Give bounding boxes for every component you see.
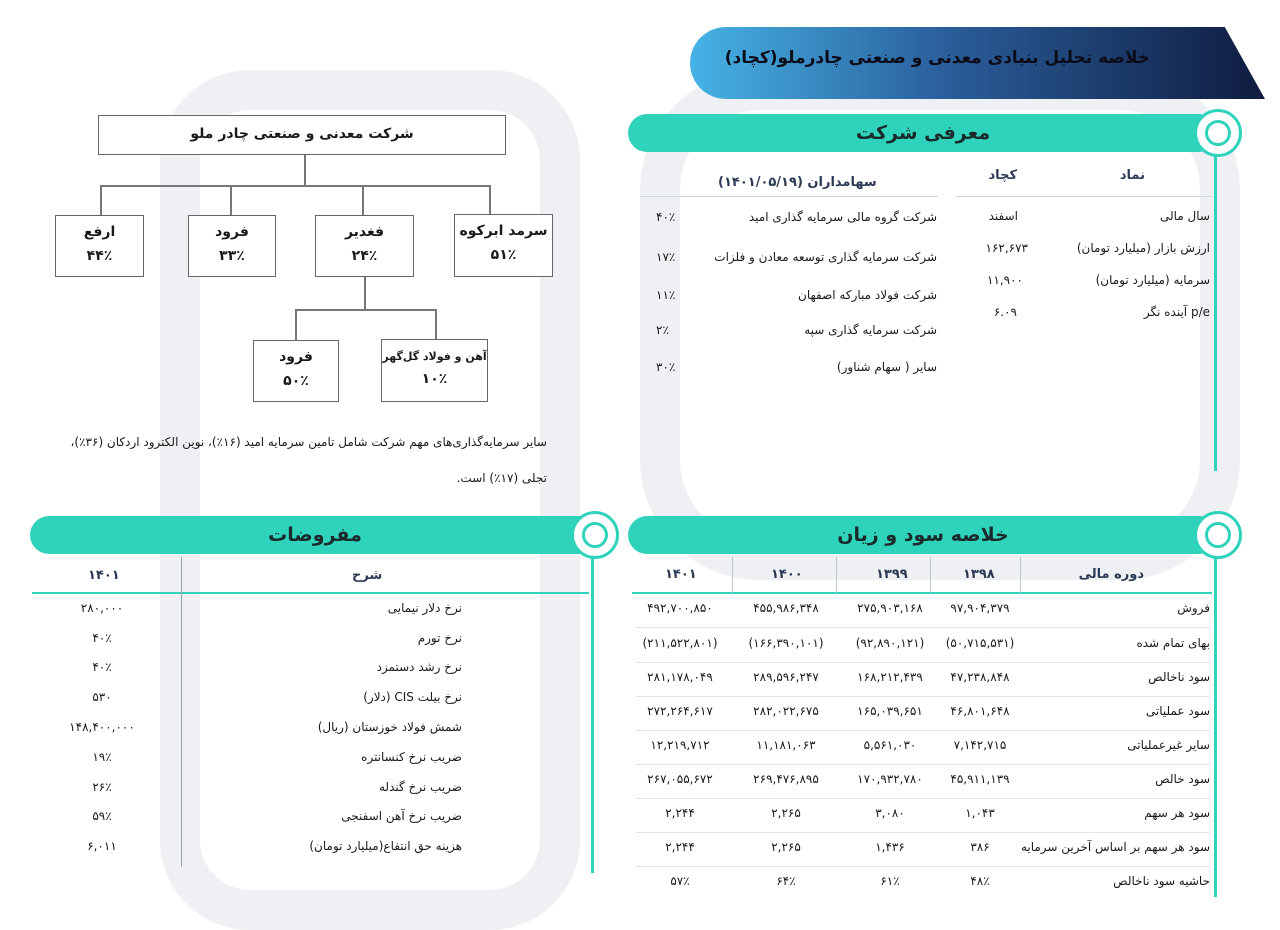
pl-cell-3-3: ۲۷۲,۲۶۴,۶۱۷ [647, 704, 713, 718]
pl-row-label-2: سود ناخالص [1148, 670, 1210, 684]
assumption-value-2: ۴۰٪ [92, 660, 112, 674]
assumption-value-3: ۵۳۰ [92, 690, 112, 704]
pl-cell-0-2: ۴۵۵,۹۸۶,۳۴۸ [753, 601, 819, 615]
assumption-label-1: نرخ تورم [417, 631, 462, 645]
pl-row-label-7: سود هر سهم بر اساس آخرین سرمایه [1020, 840, 1210, 854]
assumption-label-6: ضریب نرخ گندله [379, 780, 462, 794]
assumptions-heading-text: مفروضات [268, 524, 362, 546]
shareholder-pct-0: ۴۰٪ [656, 210, 676, 224]
org-child-1 [315, 215, 414, 277]
org-child-3-name: ارفع [83, 224, 116, 240]
org-connector [100, 185, 102, 216]
pl-cell-2-2: ۲۸۹,۵۹۶,۲۴۷ [753, 670, 819, 684]
fact-value-1: ۱۶۲,۶۷۳ [985, 241, 1028, 255]
pl-period-label: دوره مالی [1078, 567, 1144, 582]
org-connector [435, 309, 437, 341]
assumptions-header-line [32, 592, 589, 594]
assumption-label-3: نرخ بیلت CIS (دلار) [363, 690, 462, 704]
pl-row-label-3: سود عملیاتی [1145, 704, 1210, 718]
shareholders-title: سهامداران (۱۴۰۱/۰۵/۱۹) [718, 175, 877, 190]
pl-cell-0-3: ۴۹۲,۷۰۰,۸۵۰ [647, 601, 713, 615]
pl-cell-8-0: ۴۸٪ [970, 874, 990, 888]
pl-heading-text: خلاصه سود و زیان [837, 524, 1009, 546]
org-connector [100, 185, 490, 187]
org-note-line2: تجلی (۱۷٪) است. [456, 471, 547, 485]
org-root-label: شرکت معدنی و صنعتی چادر ملو [190, 126, 414, 142]
org-child-2 [188, 215, 276, 277]
org-child-2-pct: ۳۳٪ [219, 248, 245, 264]
org-child-1-pct: ۲۴٪ [351, 248, 378, 264]
shareholder-pct-4: ۳۰٪ [656, 360, 676, 374]
pl-cell-4-3: ۱۲,۲۱۹,۷۱۲ [650, 738, 710, 752]
shareholder-pct-1: ۱۷٪ [656, 250, 676, 264]
fact-value-2: ۱۱,۹۰۰ [986, 273, 1023, 287]
assumption-value-8: ۶,۰۱۱ [87, 839, 117, 853]
assumptions-col-sep [181, 557, 182, 867]
assumption-label-8: هزینه حق انتفاع(میلیارد تومان) [309, 839, 462, 853]
pl-cell-8-2: ۶۴٪ [776, 874, 796, 888]
shareholder-name-1: شرکت سرمایه گذاری توسعه معادن و فلزات [714, 250, 937, 264]
assumptions-divider [591, 557, 594, 873]
pl-year-2: ۱۴۰۰ [771, 567, 803, 582]
assumptions-heading [30, 516, 600, 554]
org-child-0-name: سرمد ابرکوه [459, 223, 548, 239]
org-connector [295, 309, 436, 311]
shareholder-name-0: شرکت گروه مالی سرمایه گذاری امید [748, 210, 937, 224]
assumption-label-4: شمش فولاد خوزستان (ریال) [317, 720, 462, 734]
background-watermark-left [160, 70, 580, 930]
pl-row-label-5: سود خالص [1155, 772, 1210, 786]
org-note-line1: سایر سرمایه‌گذاری‌های مهم شرکت شامل تامین سرمایه امید (۱۶٪)، نوین الکترود اردکان (۳۶٪)، [70, 435, 547, 449]
shareholder-pct-2: ۱۱٪ [656, 288, 676, 302]
pl-header-line [632, 592, 1212, 594]
assumptions-desc-header: شرح [352, 568, 383, 583]
intro-heading-text: معرفی شرکت [855, 122, 991, 144]
pl-cell-7-2: ۲,۲۶۵ [771, 840, 801, 854]
fact-label-3: p/e آینده نگر [1143, 305, 1210, 319]
pl-row-separator [636, 627, 1210, 628]
intro-heading [628, 114, 1218, 152]
assumption-value-5: ۱۹٪ [92, 750, 112, 764]
page-title: خلاصه تحلیل بنیادی معدنی و صنعتی چادرملو(کچاد) [724, 48, 1150, 68]
pl-row-separator [636, 764, 1210, 765]
pl-cell-7-1: ۱,۴۳۶ [875, 840, 905, 854]
pl-cell-2-0: ۴۷,۲۳۸,۸۴۸ [950, 670, 1010, 684]
pl-cell-6-3: ۲,۲۴۴ [665, 806, 695, 820]
pl-cell-5-3: ۲۶۷,۰۵۵,۶۷۲ [647, 772, 713, 786]
symbol-value: کچاد [988, 168, 1017, 183]
pl-cell-3-1: ۱۶۵,۰۳۹,۶۵۱ [857, 704, 923, 718]
pl-cell-8-1: ۶۱٪ [880, 874, 900, 888]
pl-cell-5-1: ۱۷۰,۹۳۲,۷۸۰ [857, 772, 923, 786]
fact-label-0: سال مالی [1160, 209, 1210, 223]
pl-cell-6-2: ۲,۲۶۵ [771, 806, 801, 820]
pl-row-separator [636, 662, 1210, 663]
shareholder-pct-3: ۲٪ [656, 323, 669, 337]
pl-cell-0-1: ۲۷۵,۹۰۳,۱۶۸ [857, 601, 923, 615]
pl-col-sep [930, 557, 931, 593]
pl-cell-8-3: ۵۷٪ [670, 874, 690, 888]
assumption-label-5: ضریب نرخ کنسانتره [361, 750, 462, 764]
pl-ring-icon [1194, 511, 1242, 559]
pl-col-sep [836, 557, 837, 593]
assumption-value-6: ۲۶٪ [92, 780, 112, 794]
org-root [98, 115, 506, 155]
fact-label-2: سرمایه (میلیارد تومان) [1095, 273, 1210, 287]
org-connector [362, 185, 364, 216]
shareholder-name-4: سایر ( سهام شناور) [836, 360, 937, 374]
pl-year-0: ۱۳۹۸ [963, 567, 995, 582]
intro-ring-icon [1194, 109, 1242, 157]
pl-cell-0-0: ۹۷,۹۰۴,۳۷۹ [950, 601, 1010, 615]
pl-cell-4-2: ۱۱,۱۸۱,۰۶۳ [756, 738, 816, 752]
pl-divider [1214, 557, 1217, 897]
org-sub-0-pct: ۱۰٪ [421, 371, 448, 387]
intro-header-line [955, 196, 1212, 197]
pl-cell-5-2: ۲۶۹,۴۷۶,۸۹۵ [753, 772, 819, 786]
intro-divider [1214, 155, 1217, 471]
pl-row-separator [636, 696, 1210, 697]
pl-cell-6-0: ۱,۰۴۳ [965, 806, 995, 820]
org-child-0-pct: ۵۱٪ [490, 247, 517, 263]
org-connector [364, 277, 366, 309]
pl-cell-1-2: (۱۶۶,۳۹۰,۱۰۱) [748, 636, 824, 650]
pl-row-separator [636, 832, 1210, 833]
pl-cell-6-1: ۳,۰۸۰ [875, 806, 905, 820]
org-child-2-name: فرود [215, 224, 249, 240]
org-sub-1 [253, 340, 339, 402]
assumption-label-0: نرخ دلار نیمایی [387, 601, 462, 615]
assumption-value-0: ۲۸۰,۰۰۰ [80, 601, 124, 615]
pl-row-label-1: بهای تمام شده [1136, 636, 1210, 650]
pl-cell-4-1: ۵,۵۶۱,۰۳۰ [863, 738, 917, 752]
pl-col-sep [1020, 557, 1021, 593]
org-sub-0 [381, 339, 488, 402]
pl-row-label-4: سایر غیرعملیاتی [1127, 738, 1210, 752]
assumption-value-4: ۱۴۸,۴۰۰,۰۰۰ [69, 720, 135, 734]
org-connector [489, 185, 491, 216]
assumption-value-1: ۴۰٪ [92, 631, 112, 645]
shareholders-header-line [640, 196, 938, 197]
org-sub-0-name: آهن و فولاد گل‌گهر [382, 350, 487, 363]
pl-heading [628, 516, 1218, 554]
pl-cell-3-2: ۲۸۲,۰۲۲,۶۷۵ [753, 704, 819, 718]
pl-cell-1-0: (۵۰,۷۱۵,۵۳۱) [945, 636, 1015, 650]
pl-cell-7-3: ۲,۲۴۴ [665, 840, 695, 854]
pl-cell-2-3: ۲۸۱,۱۷۸,۰۴۹ [647, 670, 713, 684]
org-connector [304, 155, 306, 185]
org-sub-1-name: فرود [279, 349, 313, 365]
fact-value-0: اسفند [988, 209, 1018, 223]
symbol-label: نماد [1119, 168, 1145, 183]
pl-cell-4-0: ۷,۱۴۲,۷۱۵ [953, 738, 1007, 752]
org-child-1-name: فغدیر [344, 224, 385, 240]
fact-value-3: ۶.۰۹ [993, 305, 1017, 319]
org-child-3 [55, 215, 144, 277]
pl-col-sep [732, 557, 733, 593]
pl-cell-7-0: ۳۸۶ [970, 840, 990, 854]
pl-row-separator [636, 866, 1210, 867]
assumptions-ring-icon [571, 511, 619, 559]
fact-label-1: ارزش بازار (میلیارد تومان) [1076, 241, 1210, 255]
pl-year-3: ۱۴۰۱ [665, 567, 697, 582]
pl-row-label-6: سود هر سهم [1144, 806, 1210, 820]
pl-cell-1-1: (۹۲,۸۹۰,۱۲۱) [855, 636, 925, 650]
assumption-label-2: نرخ رشد دستمزد [376, 660, 462, 674]
org-child-0 [454, 214, 553, 277]
pl-cell-3-0: ۴۶,۸۰۱,۶۴۸ [950, 704, 1010, 718]
shareholder-name-2: شرکت فولاد مبارکه اصفهان [798, 288, 937, 302]
pl-row-label-0: فروش [1177, 601, 1210, 615]
pl-row-separator [636, 798, 1210, 799]
assumption-label-7: ضریب نرخ آهن اسفنجی [341, 809, 462, 823]
pl-cell-2-1: ۱۶۸,۲۱۲,۴۳۹ [857, 670, 923, 684]
pl-year-1: ۱۳۹۹ [876, 567, 908, 582]
pl-row-separator [636, 730, 1210, 731]
assumption-value-7: ۵۹٪ [92, 809, 112, 823]
pl-cell-1-3: (۲۱۱,۵۲۲,۸۰۱) [642, 636, 718, 650]
org-child-3-pct: ۴۴٪ [86, 248, 113, 264]
org-connector [230, 185, 232, 216]
pl-cell-5-0: ۴۵,۹۱۱,۱۳۹ [950, 772, 1010, 786]
org-sub-1-pct: ۵۰٪ [283, 373, 309, 389]
org-connector [295, 309, 297, 341]
assumptions-year-header: ۱۴۰۱ [88, 568, 120, 583]
shareholder-name-3: شرکت سرمایه گذاری سپه [804, 323, 937, 337]
pl-row-label-8: حاشیه سود ناخالص [1113, 874, 1210, 888]
